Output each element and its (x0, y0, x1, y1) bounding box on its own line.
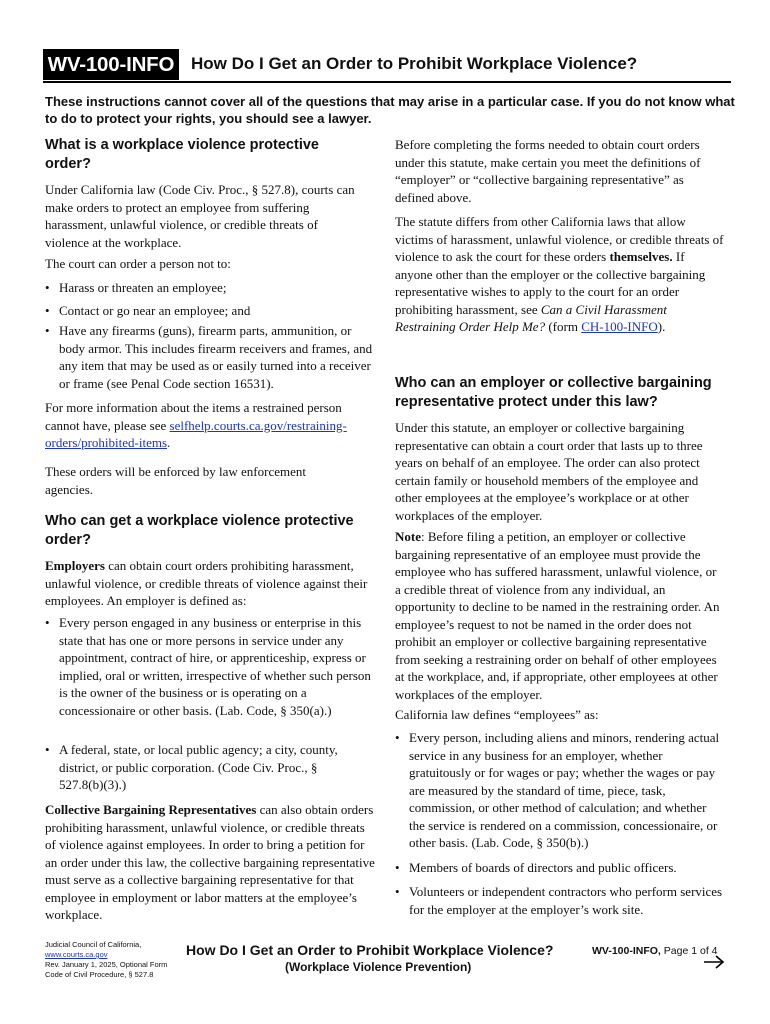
intro-notice: These instructions cannot cover all of the questions that may arise in a particular case. If you do not know what to do to protect your rights, you should see a lawyer. (45, 94, 735, 126)
list-item: • Volunteers or independent contractors who perform services for the employer at the employer’s work site. (395, 884, 723, 917)
footer-form-id: WV-100-INFO, (592, 945, 661, 957)
bullet-icon: • (45, 742, 50, 757)
bullet-icon: • (45, 615, 50, 630)
list-item: • Contact or go near an employee; and (45, 303, 251, 318)
page-number: Page 1 of 4 (660, 945, 718, 957)
footer-subtitle: (Workplace Violence Prevention) (285, 960, 472, 974)
paragraph-statute-differs: The statute differs from other California laws that allow victims of harassment, unlawful violence, or credible threats of violence to ask the court for these orders themselves. If anyone other than the employer or the collective bargaining representative wishes to apply to the court for an order prohibiting harassment, see Can a Civil Harassment Restraining Order Help Me? (form CH-100-INFO). (395, 214, 724, 334)
ch-100-info-link[interactable]: CH-100-INFO (581, 319, 658, 334)
header-rule (43, 81, 731, 83)
list-item: • Have any firearms (guns), firearm parts, ammunition, or body armor. This includes firearm receivers and frames, and any item that may be used as or easily turned into a receiver or frame (see Penal Code section 16531). (45, 323, 373, 391)
paragraph-collective-bargaining: Collective Bargaining Representatives can also obtain orders prohibiting harassment, unlawful violence, or credible threats of violence against employees. In order to bring a petition for an order under this law, the collective bargaining representative must serve as a collective bargaining representative for that employee in employment or labor matters at the employee’s workplace. (45, 802, 375, 922)
list-item: • Harass or threaten an employee; (45, 280, 227, 295)
courts-website-link[interactable]: www.courts.ca.gov (45, 950, 108, 959)
paragraph-under-statute: Under this statute, an employer or collective bargaining representative can obtain a court order that lasts up to three years on behalf of an employee. The order can also protect certain family or household members of the employee and other employees at the employee’s workplace or at other workplaces of the employer. (395, 420, 703, 523)
bullet-icon: • (45, 323, 50, 338)
list-item: • Every person engaged in any business or enterprise in this state that has one or more persons in service under any appointment, contract of hire, or apprenticeship, express or implied, oral or written, irrespective of whether such person is the owner of the business or is operating on a concessionaire or other basis. (Lab. Code, § 350(a).) (45, 615, 371, 718)
bullet-icon: • (45, 303, 50, 318)
bullet-icon: • (395, 730, 400, 745)
form-id-badge: WV-100-INFO (43, 49, 179, 80)
paragraph-california-law: Under California law (Code Civ. Proc., § 527.8), courts can make orders to protect an employee from suffering harassment, unlawful violence, or credible threats of violence at the workplace. (45, 182, 355, 250)
section-heading-who-protected: Who can an employer or collective bargaining representative protect under this law? (395, 375, 712, 410)
list-item: • Members of boards of directors and public officers. (395, 860, 677, 875)
list-item: • A federal, state, or local public agency; a city, county, district, or public corporation. (Code Civ. Proc., § 527.8(b)(3).) (45, 742, 338, 792)
paragraph-court-can-order: The court can order a person not to: (45, 256, 231, 271)
prohibited-items-link[interactable]: selfhelp.courts.ca.gov/restraining-orders/prohibited-items (45, 417, 347, 450)
list-item: • Every person, including aliens and minors, rendering actual service in any business for an employer, whether gratuitously or for wages or pay; whether the wages or pay are measured by the standard of time, piece, task, commission, or other method of calculation; and whether the service is rendered on a commission, concessionaire, or other basis. (Lab. Code, § 350(b).) (395, 730, 720, 850)
paragraph-more-info: For more information about the items a restrained person cannot have, please see selfhelp.courts.ca.gov/restraining-orders/prohibited-items. (45, 400, 347, 450)
paragraph-enforced: These orders will be enforced by law enforcement agencies. (45, 464, 306, 497)
bullet-icon: • (395, 884, 400, 899)
section-heading-who-can-get: Who can get a workplace violence protective order? (45, 513, 354, 548)
footer-publisher: Judicial Council of California, www.courts.ca.gov Rev. January 1, 2025, Optional Form Code of Civil Procedure, § 527.8 (45, 940, 168, 979)
section-heading-what-is-order: What is a workplace violence protective order? (45, 137, 319, 172)
paragraph-note: Note: Before filing a petition, an employer or collective bargaining representative of an employee must provide the employee who has suffered harassment, unlawful violence, or a credible threat of violence from any individual, an opportunity to decline to be named in the restraining order. An employee’s request to not be named in the order does not prohibit an employer or collective bargaining representative from seeking a restraining order on behalf of other employees at the workplace, and, if appropriate, other employees at other workplaces of the employer. (395, 529, 720, 702)
paragraph-employers: Employers can obtain court orders prohibiting harassment, unlawful violence, or credible threats of violence against their employees. An employer is defined as: (45, 558, 368, 608)
form-header (43, 49, 731, 81)
paragraph-employees-defined: California law defines “employees” as: (395, 707, 599, 722)
footer-title: How Do I Get an Order to Prohibit Workplace Violence? (186, 942, 554, 958)
form-title: How Do I Get an Order to Prohibit Workplace Violence? (191, 54, 638, 73)
paragraph-before-completing: Before completing the forms needed to obtain court orders under this statute, make certain you meet the definitions of “employer” or “collective bargaining representative” as defined above. (395, 137, 701, 205)
bullet-icon: • (45, 280, 50, 295)
arrow-right-icon[interactable] (703, 954, 725, 970)
footer-page-info (592, 944, 718, 958)
bullet-icon: • (395, 860, 400, 875)
